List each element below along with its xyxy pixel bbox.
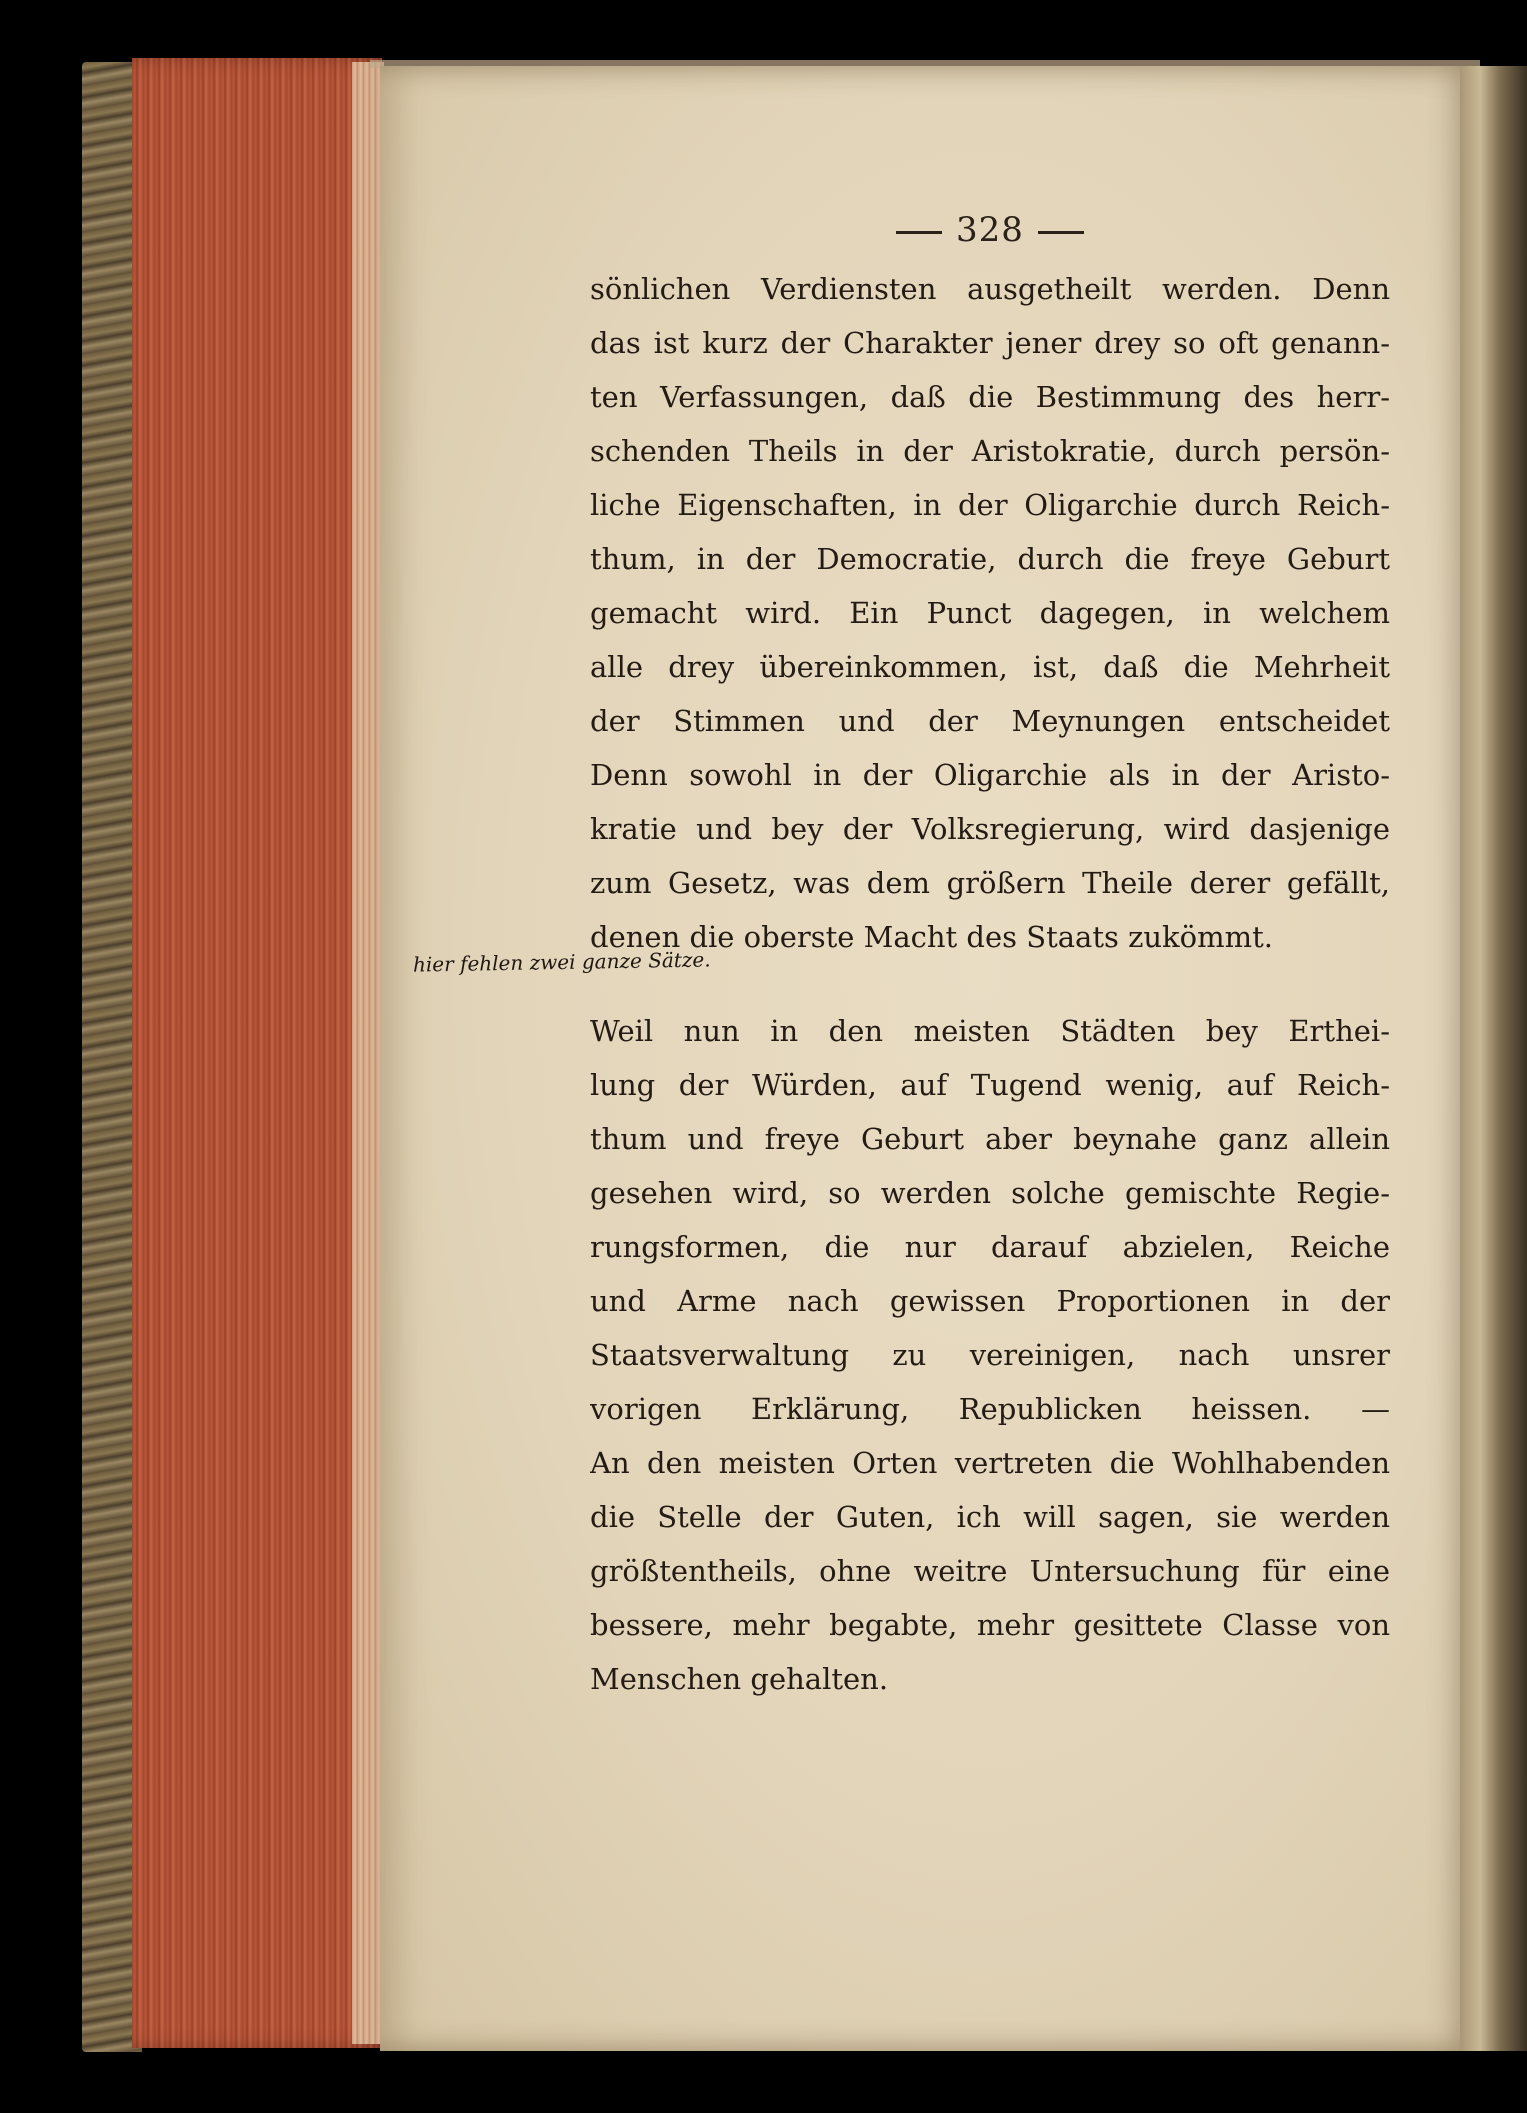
text-line: Menschen gehalten. [590,1662,889,1696]
page-block-red-edge [132,58,382,2048]
handwritten-margin-note: hier fehlen zwei ganze Sätze. [412,947,711,977]
text-line: das ist kurz der Charakter jener drey so oft genann- [590,326,1390,360]
text-line: zum Gesetz, was dem größern Theile derer gefällt, [590,866,1390,900]
text-line: alle drey übereinkommen, ist, daß die Mehrheit [590,650,1390,684]
text-line: die Stelle der Guten, ich will sagen, sie werden [590,1500,1390,1534]
text-line: größtentheils, ohne weitre Untersuchung für eine [590,1554,1390,1588]
text-line: ten Verfassungen, daß die Bestimmung des herr- [590,380,1390,414]
text-line: und Arme nach gewissen Proportionen in der [590,1284,1390,1318]
binding-gutter [1460,66,1527,2051]
header-dash-right [1038,231,1084,234]
text-line: liche Eigenschaften, in der Oligarchie durch Reich- [590,488,1390,522]
text-line: gesehen wird, so werden solche gemischte Regie- [590,1176,1390,1210]
text-line: Staatsverwaltung zu vereinigen, nach unsrer [590,1338,1390,1372]
text-line: Weil nun in den meisten Städten bey Erthei- [590,1014,1390,1048]
text-line: lung der Würden, auf Tugend wenig, auf Reich- [590,1068,1390,1102]
text-line: bessere, mehr begabte, mehr gesittete Classe von [590,1608,1390,1642]
text-line: sönlichen Verdiensten ausgetheilt werden. Denn [590,272,1390,306]
text-line: kratie und bey der Volksregierung, wird dasjenige [590,812,1390,846]
text-line: Denn sowohl in der Oligarchie als in der Aristo- [590,758,1390,792]
page-number: 328 [956,210,1024,250]
text-line: gemacht wird. Ein Punct dagegen, in welchem [590,596,1390,630]
text-line: denen die oberste Macht des Staats zukömmt. [590,920,1273,954]
text-line: thum, in der Democratie, durch die freye Geburt [590,542,1390,576]
text-line: An den meisten Orten vertreten die Wohlhabenden [590,1446,1390,1480]
text-line: thum und freye Geburt aber beynahe ganz allein [590,1122,1390,1156]
text-line: vorigen Erklärung, Republicken heissen. — [590,1392,1390,1426]
body-text [590,262,1390,1706]
header-dash-left [896,231,942,234]
text-line: rungsformen, die nur darauf abzielen, Reiche [590,1230,1390,1264]
text-line: der Stimmen und der Meynungen entscheidet [590,704,1390,738]
page-header [860,210,1120,250]
text-line: schenden Theils in der Aristokratie, durch persön- [590,434,1390,468]
